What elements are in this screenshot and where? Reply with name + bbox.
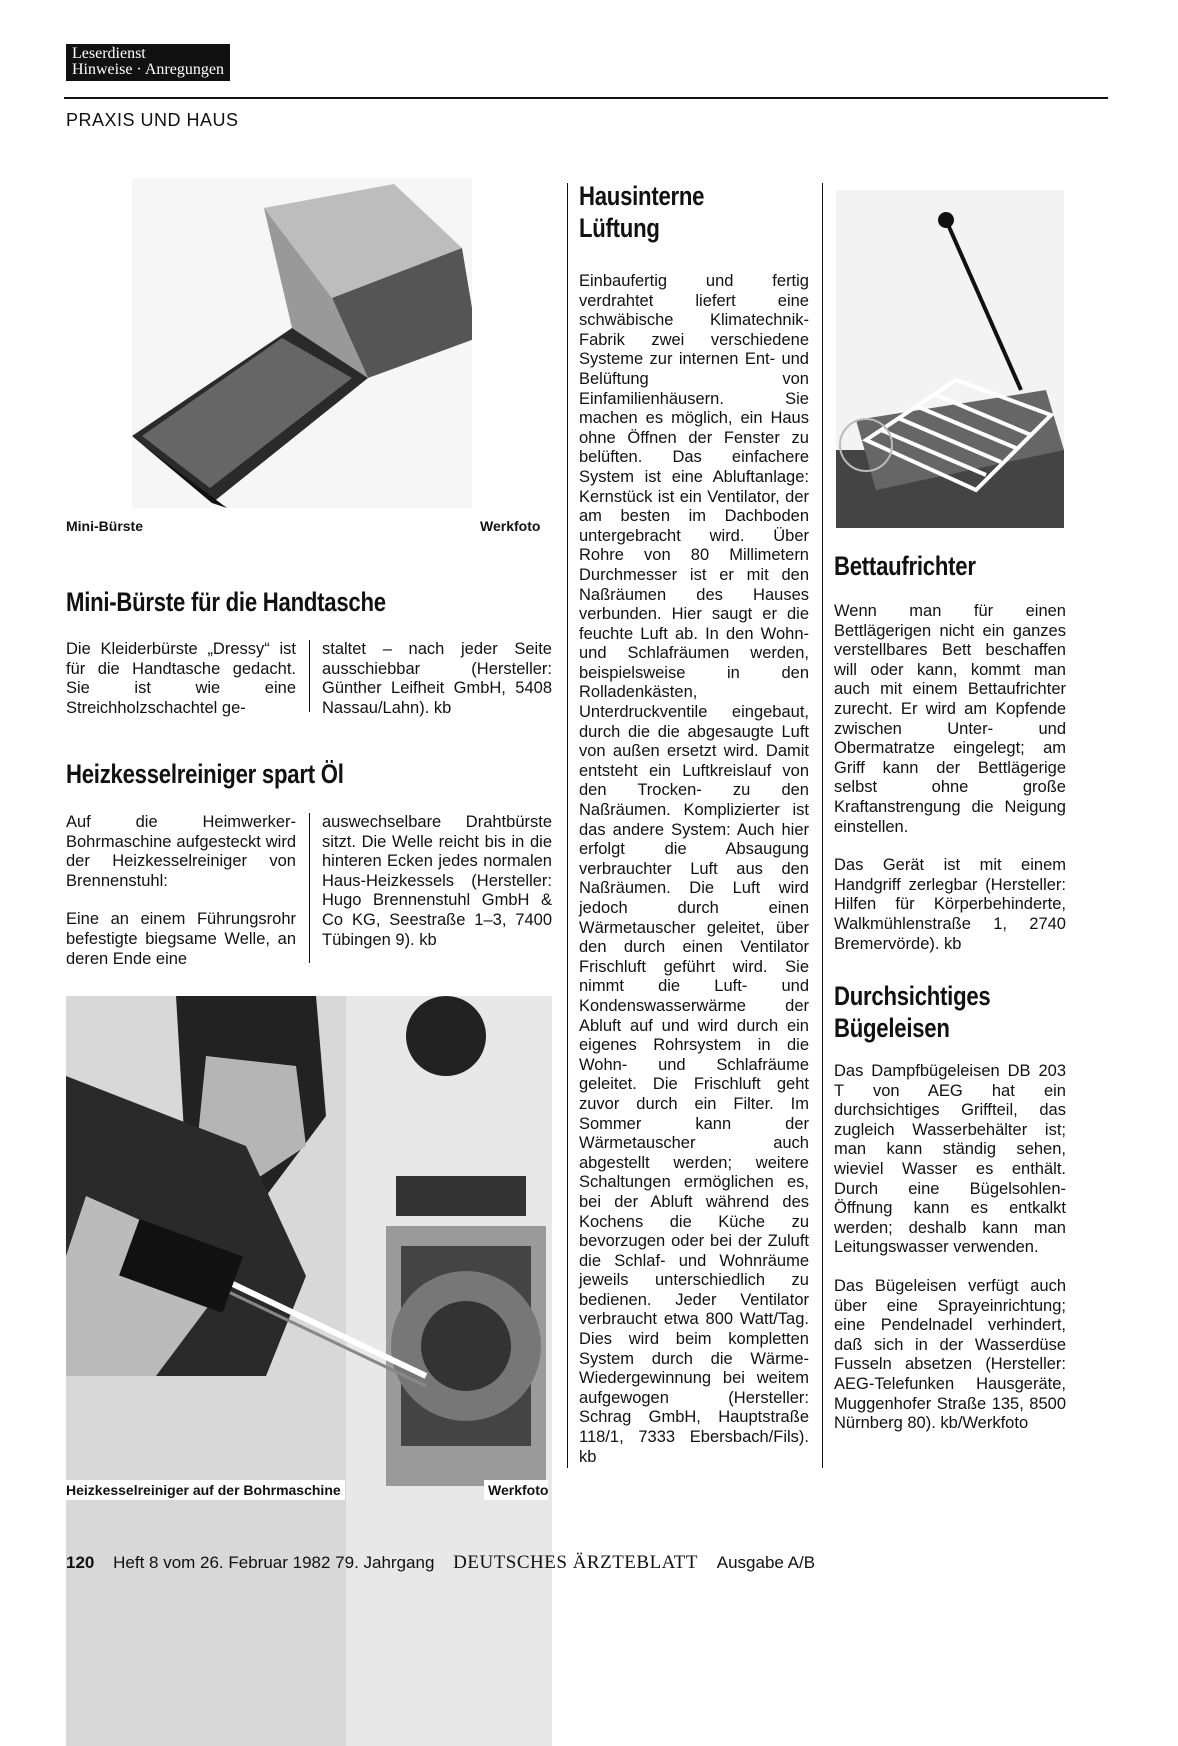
brush-text-1: Die Kleiderbürste „Dressy“ ist für die Handtasche gedacht. Sie ist wie eine Streichholzschachtel ge- xyxy=(66,640,296,717)
mini-brush-photo xyxy=(132,178,472,508)
iron-headline-line-1: Durchsichtiges xyxy=(834,981,991,1011)
boiler-col-1 xyxy=(66,813,296,969)
iron-text-2: Das Bügeleisen verfügt auch über eine Sprayeinrichtung; eine Pendelnadel verhindert, daß sich in der Wasserdüse Fusseln absetzen (Hersteller: AEG-Telefunken Hausgeräte, Muggenhofer Straße 135, 8500 Nürnberg 80). kb/Werkfoto xyxy=(834,1276,1066,1433)
brush-col-1 xyxy=(66,640,296,718)
boiler-cleaner-photo xyxy=(66,996,552,1746)
boiler-text-1: Auf die Heimwerker-Bohrmaschine aufgesteckt wird der Heizkesselreiniger von Brennenstuhl: xyxy=(66,813,296,890)
bed-headline: Bettaufrichter xyxy=(834,551,976,581)
ventilation-headline-line-1: Hausinterne xyxy=(579,181,705,211)
bed-raiser-photo xyxy=(836,190,1064,528)
section-badge xyxy=(66,44,230,81)
boiler-text-3: auswechselbare Drahtbürste sitzt. Die Welle reicht bis in die hinteren Ecken jedes normalen Haus-Heizkessels (Hersteller: Hugo Brennenstuhl GmbH & Co KG, Seestraße 1–3, 7400 Tübingen 9). kb xyxy=(322,813,552,949)
bed-text-1: Wenn man für einen Bettlägerigen nicht ein ganzes verstellbares Bett beschaffen will oder kann, kommt man auch mit einem Bettaufrichter zurecht. Er wird am Kopfende zwischen Unter- und Obermatratze eingelegt; am Griff kann der Bettlägerige selbst ohne große Kraftanstrengung die Neigung einstellen. xyxy=(834,602,1066,836)
brush-caption: Mini-Bürste xyxy=(66,518,143,534)
iron-headline xyxy=(834,980,1080,1044)
brush-headline: Mini-Bürste für die Handtasche xyxy=(66,587,386,617)
badge-line-2: Hinweise · Anregungen xyxy=(72,61,224,78)
column-rule xyxy=(309,813,310,963)
iron-headline-line-2: Bügeleisen xyxy=(834,1013,950,1043)
ventilation-headline xyxy=(579,180,825,244)
brush-text-2: staltet – nach jeder Seite ausschiebbar (Hersteller: Günther Leifheit GmbH, 5408 Nassau/Lahn). kb xyxy=(322,640,552,717)
page-number: 120 xyxy=(66,1553,95,1572)
top-rule xyxy=(64,97,1108,99)
column-rule xyxy=(309,640,310,712)
ventilation-body xyxy=(579,272,809,1467)
boiler-caption: Heizkesselreiniger auf der Bohrmaschine xyxy=(66,1480,345,1500)
ventilation-text: Einbaufertig und fertig verdrahtet liefert eine schwäbische Klimatechnik-Fabrik zwei verschiedene Systeme zur internen Ent- und Belüftung von Einfamilienhäusern. Sie machen es möglich, ein Haus ohne Öffnen der Fenster zu belüften. Das einfachere System ist eine Abluftanlage: Kernstück ist ein Ventilator, der am besten im Dachboden untergebracht wird. Über Rohre von 80 Millimetern Durchmesser ist er mit den Naßräumen des Hauses verbunden. Hier saugt er die feuchte Luft ab. In den Wohn- und Schlafräumen werden, beispielsweise in den Rolladenkästen, Unterdruckventile eingebaut, durch die die abgesaugte Luft von außen ersetzt wird. Damit entsteht ein Luftkreislauf von den Trocken- zu den Naßräumen. Komplizierter ist das andere System: Auch hier erfolgt die Absaugung verbrauchter Luft aus den Naßräumen. Die Luft wird jedoch durch einen Wärmetauscher geleitet, über den durch einen Ventilator Frischluft geführt wird. Sie nimmt die Luft- und Kondenswasserwärme der Abluft auf und wird durch ein eigenes Rohrsystem in die Wohn- und Schlafräume geleitet. Die Frischluft geht zuvor durch ein Filter. Im Sommer kann der Wärmetauscher auch abgestellt werden; weitere Schaltungen ermöglichen es, bei der Abluft während des Kochens die Küche zu bevorzugen oder bei der Zuluft die Schlaf- und Wohnräume jeweils unterschiedlich zu bedienen. Jeder Ventilator verbraucht etwa 800 Watt/Tag. Dies wird beim kompletten System durch die Wärme-Wiedergewinnung bei weitem aufgewogen (Hersteller: Schrag GmbH, Hauptstraße 118/1, 7333 Ebersbach/Fils). kb xyxy=(579,272,809,1466)
badge-line-1: Leserdienst xyxy=(72,45,146,62)
column-rule xyxy=(567,183,568,1468)
issue-info: Heft 8 vom 26. Februar 1982 79. Jahrgang xyxy=(113,1553,435,1572)
edition-info: Ausgabe A/B xyxy=(716,1553,816,1572)
boiler-credit: Werkfoto xyxy=(484,1480,548,1500)
brush-credit: Werkfoto xyxy=(480,518,541,534)
journal-name: DEUTSCHES ÄRZTEBLATT xyxy=(453,1552,699,1573)
boiler-col-2 xyxy=(322,813,552,950)
boiler-text-2: Eine an einem Führungsrohr befestigte biegsame Welle, an deren Ende eine xyxy=(66,910,296,968)
iron-body xyxy=(834,1062,1066,1434)
column-rule xyxy=(822,183,823,1468)
boiler-headline: Heizkesselreiniger spart Öl xyxy=(66,759,344,789)
page-footer xyxy=(66,1552,815,1574)
section-title: PRAXIS UND HAUS xyxy=(66,110,239,130)
brush-col-2 xyxy=(322,640,552,718)
iron-text-1: Das Dampfbügeleisen DB 203 T von AEG hat ein durchsichtiges Griffteil, das zugleich Wasserbehälter ist; man kann ständig sehen, wieviel Wasser es enthält. Durch eine Bügelsohlen-Öffnung kann es entkalkt werden; deshalb kann man Leitungswasser verwenden. xyxy=(834,1062,1066,1257)
ventilation-headline-line-2: Lüftung xyxy=(579,213,660,243)
bed-text-2: Das Gerät ist mit einem Handgriff zerlegbar (Hersteller: Hilfen für Körperbehinderte, Walkmühlenstraße 1, 2740 Bremervörde). kb xyxy=(834,856,1066,953)
bed-body xyxy=(834,602,1066,954)
